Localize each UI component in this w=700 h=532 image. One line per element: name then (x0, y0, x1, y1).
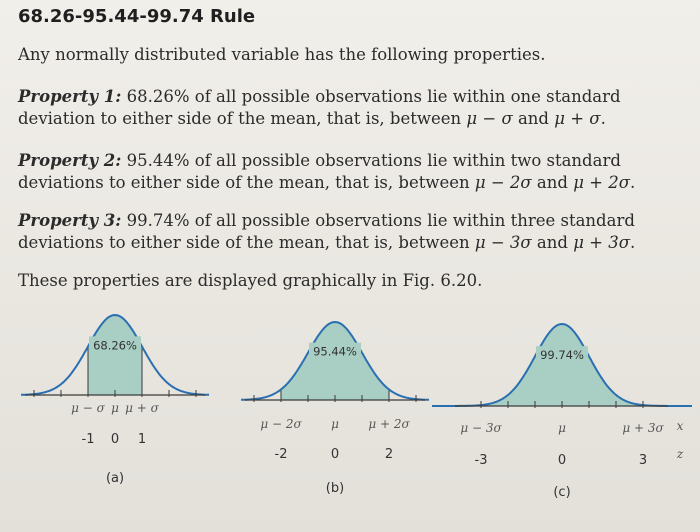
intro-text: Any normally distributed variable has the following properties. (18, 45, 546, 64)
z-label-1: 1 (137, 432, 147, 447)
percent-label-2: 95.44% (313, 344, 357, 359)
axis-name-x: x (676, 419, 684, 433)
property-3-label: Property 3: (18, 211, 122, 230)
property-2-from: μ − 2σ (474, 173, 532, 192)
tick-label-3: μ + 3σ (622, 421, 664, 435)
property-1-to: μ + σ (554, 109, 601, 128)
axis-name-z: z (676, 447, 684, 461)
tick-label-1: μ − σ (71, 401, 105, 415)
tick-label-2: μ (331, 417, 339, 431)
property-1-joiner: and (512, 109, 555, 128)
property-2-to: μ + 2σ (573, 173, 631, 192)
tick-label-1: μ (111, 401, 119, 415)
property-1-text: 68.26% of all possible observations lie within one standard deviation to either side of the mean, that is, between (18, 87, 621, 128)
property-1-end: . (600, 109, 606, 128)
percent-label-1: 68.26% (93, 338, 137, 353)
tick-label-3: μ (558, 421, 566, 435)
shaded-area-3 (481, 324, 643, 406)
panel-caption-3: (c) (553, 485, 571, 500)
shaded-area-2 (281, 322, 389, 400)
property-3-text: 99.74% of all possible observations lie within three standard deviations to either side of the mean, that is, between (18, 211, 635, 252)
figure-reference: These properties are displayed graphically in Fig. 6.20. (18, 271, 483, 290)
z-label-3: 3 (638, 453, 648, 468)
z-label-2: 0 (330, 447, 340, 462)
property-3-end: . (630, 233, 636, 252)
panel-caption-1: (a) (105, 471, 125, 486)
panel-caption-2: (b) (325, 481, 345, 496)
property-2-text: 95.44% of all possible observations lie within two standard deviations to either side of the mean, that is, between (18, 151, 621, 192)
tick-label-2: μ + 2σ (368, 417, 410, 431)
tick-label-1: μ + σ (125, 401, 159, 415)
property-2-end: . (630, 173, 636, 192)
property-3-from: μ − 3σ (474, 233, 532, 252)
tick-label-3: μ − 3σ (460, 421, 502, 435)
z-label-1: 0 (110, 432, 120, 447)
z-label-2: 2 (384, 447, 394, 462)
shaded-area-1 (88, 315, 142, 395)
page-title: 68.26-95.44-99.74 Rule (18, 6, 256, 27)
z-label-3: 0 (557, 453, 567, 468)
property-1-from: μ − σ (466, 109, 513, 128)
property-3-to: μ + 3σ (573, 233, 631, 252)
property-2-joiner: and (531, 173, 574, 192)
z-label-1: -1 (81, 432, 95, 447)
tick-label-2: μ − 2σ (260, 417, 302, 431)
property-3-joiner: and (531, 233, 574, 252)
z-label-3: -3 (474, 453, 488, 468)
property-2-label: Property 2: (18, 151, 122, 170)
property-1-label: Property 1: (18, 87, 122, 106)
z-label-2: -2 (274, 447, 288, 462)
percent-label-3: 99.74% (540, 348, 584, 363)
